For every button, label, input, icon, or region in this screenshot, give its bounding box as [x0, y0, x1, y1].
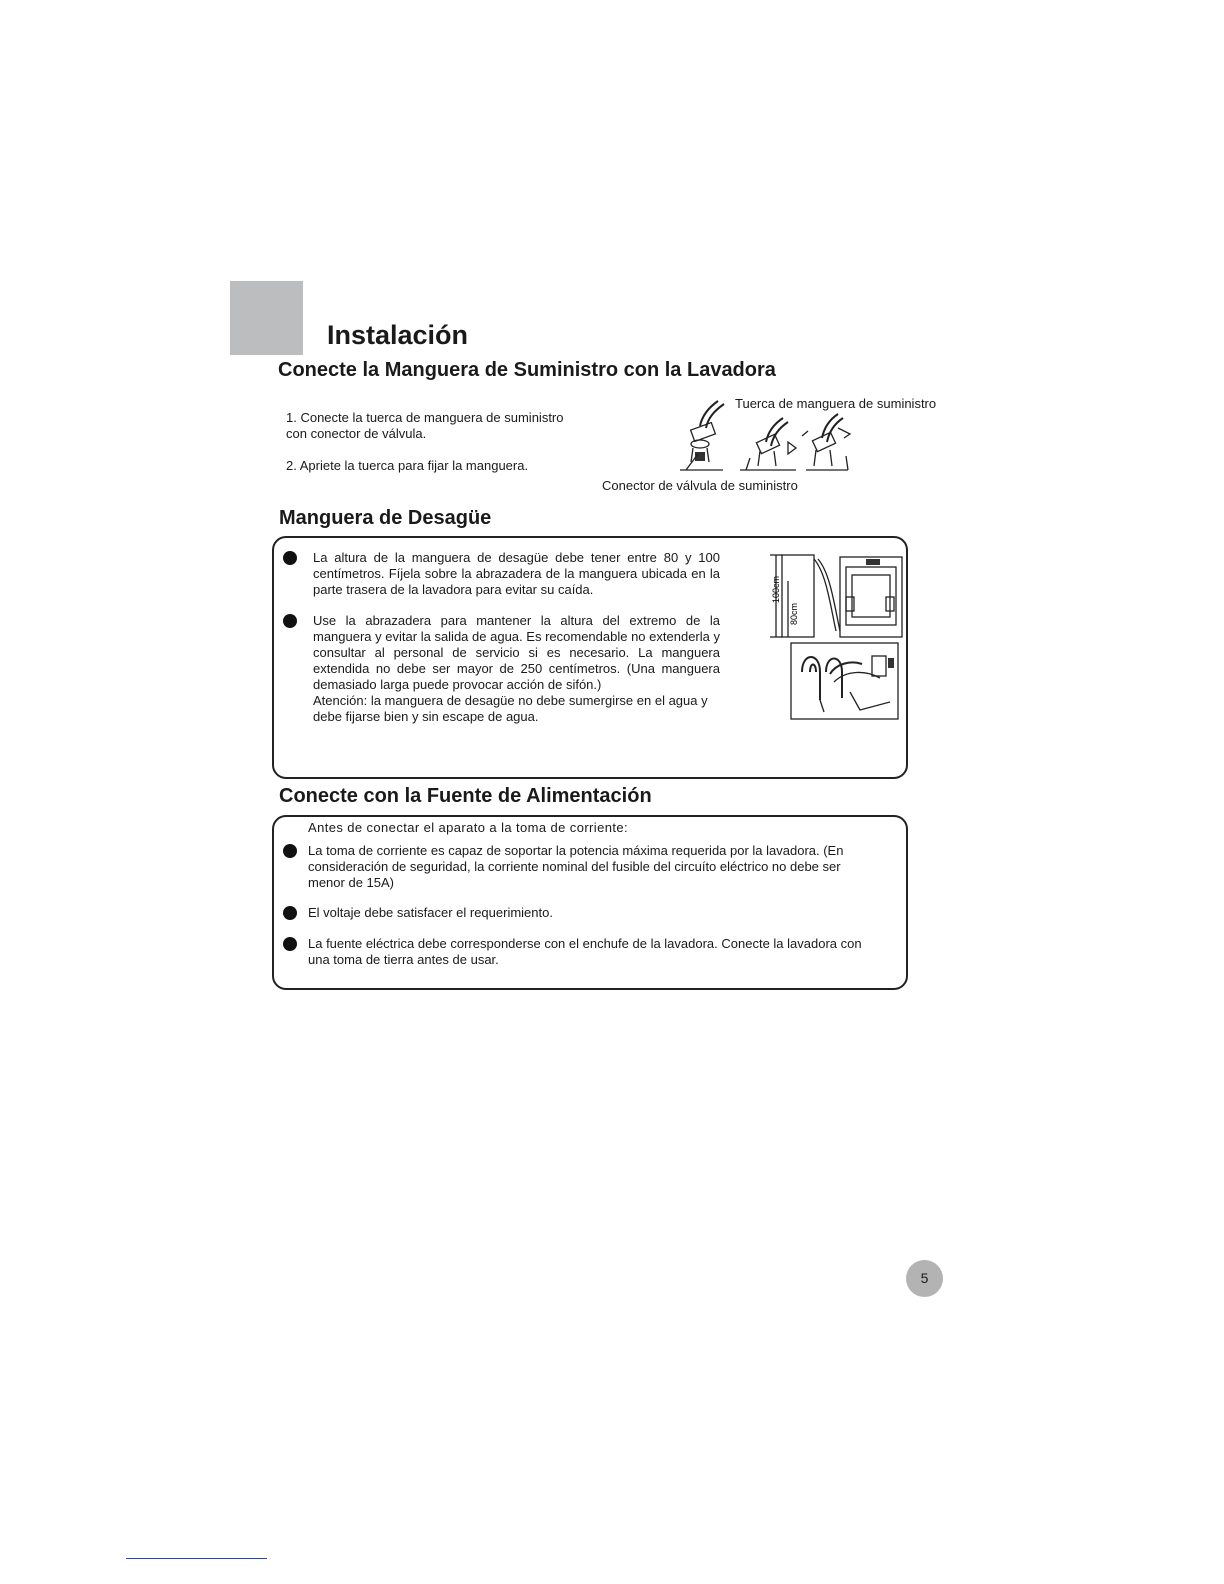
- power-intro: Antes de conectar el aparato a la toma de corriente:: [308, 820, 628, 835]
- power-bullet-3: [283, 936, 869, 968]
- power-bullet-2: [283, 905, 869, 921]
- dimension-80cm: 80cm: [789, 602, 799, 625]
- power-bullet-1-text: La toma de corriente es capaz de soportar la potencia máxima requerida por la lavadora. (En consideración de seguridad, la corriente nominal del fusible del circuíto eléctrico no debe ser menor de 15A): [308, 843, 844, 890]
- section-tab-marker: [230, 281, 303, 355]
- power-bullet-3-text: La fuente eléctrica debe corresponderse con el enchufe de la lavadora. Conecte la lavadora con una toma de tierra antes de usar.: [308, 936, 862, 967]
- drain-bullet-1: [283, 550, 720, 598]
- page-title: Instalación: [327, 320, 469, 350]
- page-number: 5: [906, 1260, 943, 1297]
- connector-label: Conector de válvula de suministro: [602, 478, 798, 493]
- bullet-icon: [283, 614, 297, 628]
- power-bullet-2-text: El voltaje debe satisfacer el requerimiento.: [308, 905, 553, 920]
- dimension-100cm: 100cm: [771, 575, 781, 603]
- drain-warning-text: Atención: la manguera de desagüe no debe sumergirse en el agua y debe fijarse bien y sin escape de agua.: [313, 693, 708, 724]
- bullet-icon: [283, 937, 297, 951]
- drain-bullet-2: [283, 613, 720, 725]
- supply-step-2: 2. Apriete la tuerca para fijar la manguera.: [286, 458, 529, 473]
- supply-hose-illustration: [678, 396, 868, 476]
- nut-label: Tuerca de manguera de suministro: [735, 396, 937, 411]
- bottom-divider: [126, 1558, 267, 1559]
- drain-hose-heading: Manguera de Desagüe: [279, 507, 492, 529]
- bullet-icon: [283, 844, 297, 858]
- drain-bullet-1-text: La altura de la manguera de desagüe debe tener entre 80 y 100 centímetros. Fíjela sobre la abrazadera de la manguera ubicada en la parte trasera de la lavadora para evitar su caída.: [313, 550, 720, 597]
- supply-step-1: 1. Conecte la tuerca de manguera de suministro con conector de válvula.: [286, 410, 564, 441]
- bullet-icon: [283, 551, 297, 565]
- power-heading: Conecte con la Fuente de Alimentación: [279, 785, 652, 807]
- drain-clamp-diagram: [790, 642, 900, 720]
- supply-hose-heading: Conecte la Manguera de Suministro con la Lavadora: [278, 359, 776, 381]
- bullet-icon: [283, 906, 297, 920]
- power-bullet-1: [283, 843, 869, 891]
- drain-height-diagram: [766, 553, 906, 643]
- drain-bullet-2-text: Use la abrazadera para mantener la altura del extremo de la manguera y evitar la salida de agua. Es recomendable no extenderla y consultar al personal de servicio si es necesario. La manguera extendida no debe ser mayor de 250 centímetros. (Una manguera demasiado larga puede provocar acción de sifón.): [313, 613, 720, 692]
